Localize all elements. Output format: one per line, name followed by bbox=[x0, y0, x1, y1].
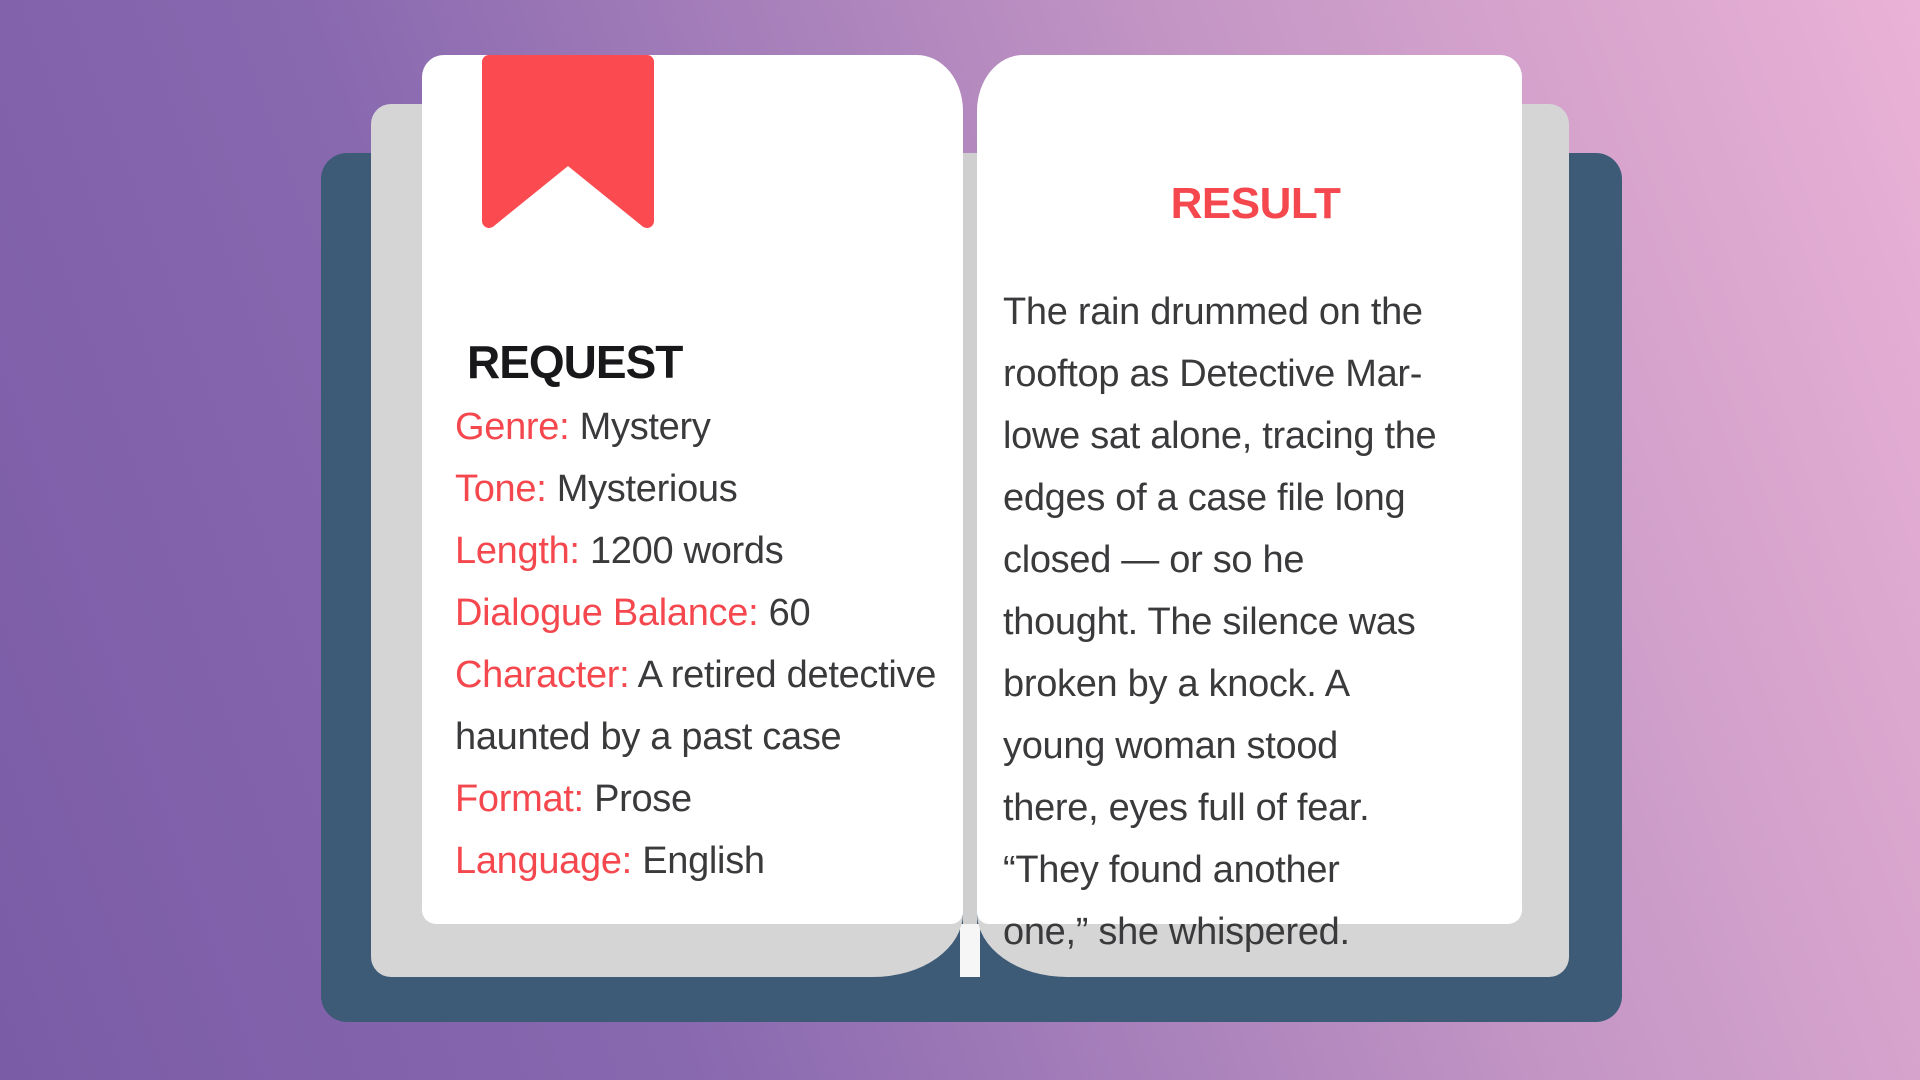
book-spine-upper bbox=[963, 153, 977, 924]
request-label: Format: bbox=[455, 778, 584, 820]
result-text-line: there, eyes full of fear. bbox=[1003, 787, 1370, 829]
request-value: 1200 words bbox=[589, 530, 784, 572]
request-item-character bbox=[455, 644, 945, 768]
request-heading: REQUEST bbox=[467, 336, 683, 388]
request-item-tone bbox=[455, 458, 945, 520]
request-item-language bbox=[455, 830, 945, 892]
request-value: Mysterious bbox=[556, 468, 738, 510]
result-text-line: “They found another bbox=[1003, 849, 1340, 891]
request-page bbox=[422, 55, 963, 924]
request-item-format bbox=[455, 768, 945, 830]
result-text-line: broken by a knock. A bbox=[1003, 663, 1350, 705]
result-text-line: lowe sat alone, tracing the bbox=[1003, 415, 1437, 457]
request-item-genre bbox=[455, 396, 945, 458]
request-value: English bbox=[642, 840, 765, 882]
request-label: Tone: bbox=[455, 468, 547, 510]
request-label: Length: bbox=[455, 530, 580, 572]
request-label: Genre: bbox=[455, 406, 570, 448]
request-label: Dialogue Balance: bbox=[455, 592, 759, 634]
result-heading: RESULT bbox=[1170, 179, 1341, 228]
result-text-line: closed — or so he bbox=[1003, 539, 1305, 581]
request-value: Mystery bbox=[579, 406, 711, 448]
result-text-line: rooftop as Detective Mar- bbox=[1003, 353, 1423, 395]
book-spine-lower bbox=[960, 924, 980, 977]
request-item-dialogue-balance bbox=[455, 582, 945, 644]
request-item-length bbox=[455, 520, 945, 582]
result-page bbox=[977, 55, 1522, 953]
request-label: Language: bbox=[455, 840, 632, 882]
result-text-line: The rain drummed on the bbox=[1003, 291, 1423, 333]
request-value: Prose bbox=[594, 778, 692, 820]
result-text-line: young woman stood bbox=[1003, 725, 1339, 767]
request-label: Character: bbox=[455, 654, 630, 696]
request-value: 60 bbox=[768, 592, 811, 634]
result-text-line: one,” she whispered. bbox=[1003, 911, 1350, 953]
bookmark-ribbon-icon bbox=[481, 55, 655, 235]
result-text-line: thought. The silence was bbox=[1003, 601, 1416, 643]
result-text-line: edges of a case file long bbox=[1003, 477, 1406, 519]
request-value: A retired detective haunted by a past case bbox=[455, 654, 937, 758]
